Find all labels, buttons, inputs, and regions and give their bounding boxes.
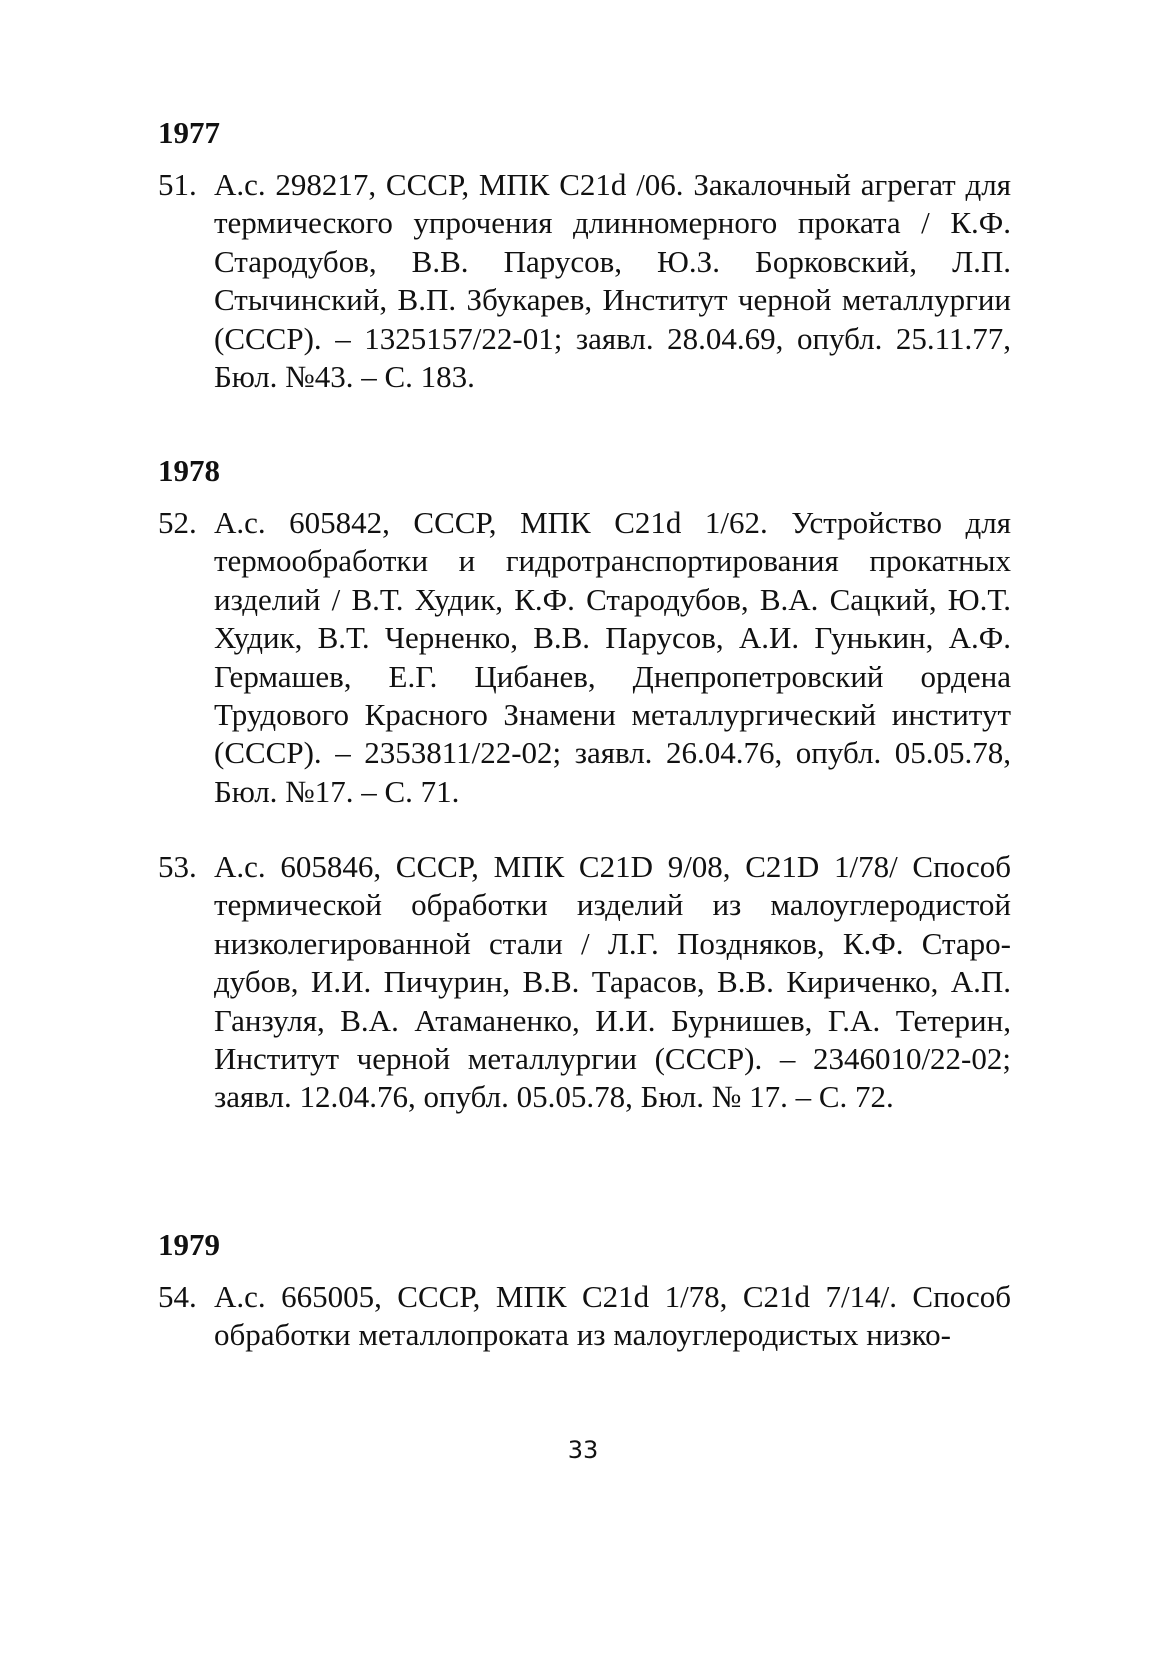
- entry-number: 52.: [158, 505, 197, 540]
- year-heading-1978: 1978: [158, 453, 220, 488]
- entry-text: А.с. 605842, СССР, МПК C21d 1/62. Устройство для термообработки и гидротранспортирования прокатных изделий / В.Т. Худик, К.Ф. Стародубов, В.А. Сацкий, Ю.Т. Худик, В.Т. Черненко, В.В. Парусов, А.И. Гунькин, А.Ф. Гермашев, Е.Г. Цибанев, Днепропетровский ордена Трудового Красного Знамени металлургический институт (СССР). – 2353811/22-02; заявл. 26.04.76, опубл. 05.05.78, Бюл. №17. – С. 71.: [214, 505, 1011, 809]
- entry-text: А.с. 665005, СССР, МПК C21d 1/78, C21d 7/14/. Способ обработки металлопроката из малоуглеродистых низко-: [214, 1279, 1011, 1353]
- bibliography-entry-52: [158, 504, 1011, 811]
- entry-number: 54.: [158, 1279, 197, 1314]
- bibliography-entry-54: [158, 1278, 1011, 1355]
- entry-text: А.с. 298217, СССР, МПК C21d /06. Закалочный агрегат для термического упрочения длинномерного проката / К.Ф. Стародубов, В.В. Парусов, Ю.З. Борковский, Л.П. Стычинский, В.П. Збукарев, Институт черной металлургии (СССР). – 1325157/22-01; заявл. 28.04.69, опубл. 25.11.77, Бюл. №43. – С. 183.: [214, 167, 1011, 395]
- bibliography-entry-51: [158, 166, 1011, 396]
- entry-number: 53.: [158, 849, 197, 884]
- bibliography-entry-53: [158, 848, 1011, 1117]
- year-heading-1979: 1979: [158, 1227, 220, 1262]
- year-heading-1977: 1977: [158, 115, 220, 150]
- page-number: 33: [567, 1436, 599, 1464]
- entry-number: 51.: [158, 167, 197, 202]
- entry-text: А.с. 605846, СССР, МПК C21D 9/08, C21D 1/78/ Способ термической обработки изделий из малоуглеродистой низколегированной стали / Л.Г. Поздняков, К.Ф. Стародубов, И.И. Пичурин, В.В. Тарасов, В.В. Кириченко, А.П. Ганзуля, В.А. Атаманенко, И.И. Бурнишев, Г.А. Тетерин, Институт черной металлургии (СССР). – 2346010/22-02; заявл. 12.04.76, опубл. 05.05.78, Бюл. № 17. – С. 72.: [214, 849, 1011, 1115]
